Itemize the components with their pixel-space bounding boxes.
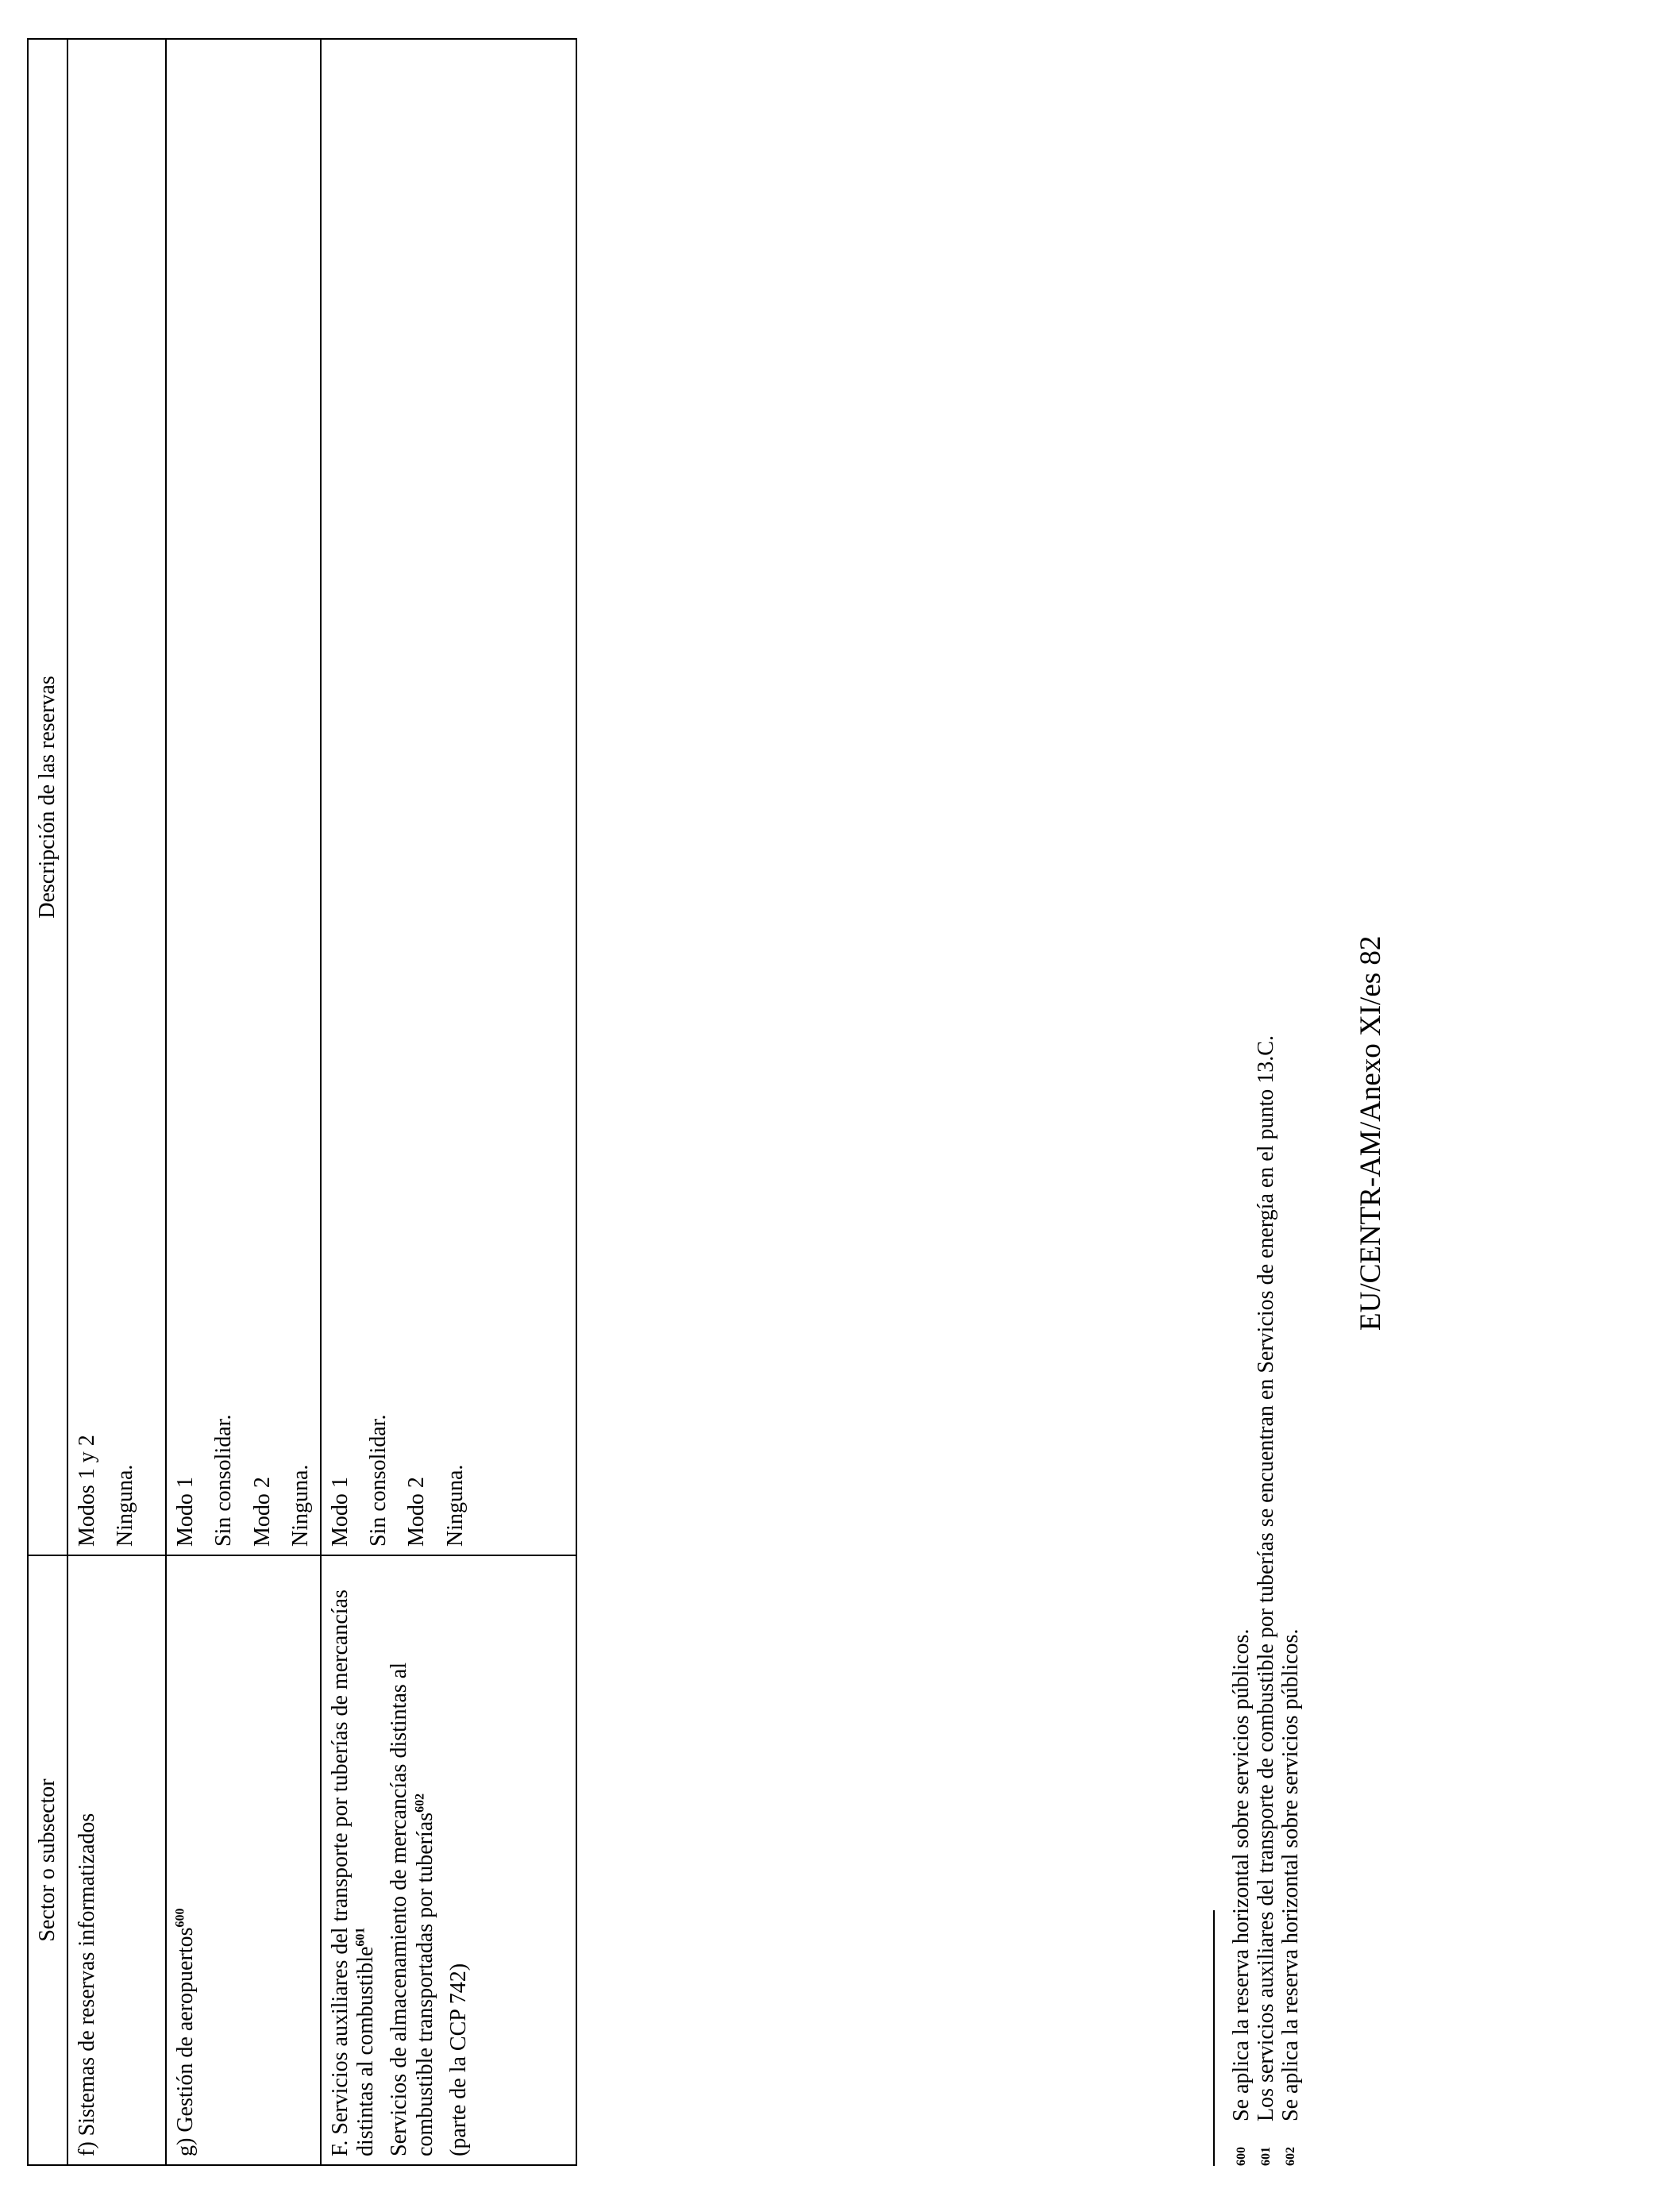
description-line: Sin consolidar. xyxy=(211,1414,237,1547)
sector-cell xyxy=(321,1555,576,2165)
footnote-divider xyxy=(1213,1910,1215,2166)
footnote-text: Se aplica la reserva horizontal sobre servicios públicos. xyxy=(1278,1628,1303,2121)
description-line: Modos 1 y 2 xyxy=(75,1435,100,1547)
description-cell xyxy=(67,39,166,1555)
description-cell xyxy=(321,39,576,1555)
footnote-text: Se aplica la reserva horizontal sobre servicios públicos. xyxy=(1229,1628,1254,2121)
footnote xyxy=(1278,1035,1303,2166)
footnote xyxy=(1229,1035,1254,2166)
description-line: Sin consolidar. xyxy=(366,1414,391,1547)
header-sector: Sector o subsector xyxy=(28,1555,67,2165)
description-line: Ninguna. xyxy=(442,1464,468,1547)
sector-text: (parte de la CCP 742) xyxy=(445,1963,471,2156)
footnote-ref[interactable]: 602 xyxy=(413,1793,427,1813)
footnote-ref[interactable]: 601 xyxy=(353,1927,368,1947)
sector-cell xyxy=(67,1555,166,2165)
table-row xyxy=(321,39,576,2165)
footnote-number: 601 xyxy=(1259,2147,1273,2166)
page-reference: EU/CENTR-AM/Anexo XI/es 82 xyxy=(1354,935,1387,1331)
table-row xyxy=(67,39,166,2165)
footnote xyxy=(1254,1035,1278,2166)
header-description: Descripción de las reservas xyxy=(28,39,67,1555)
description-line: Modo 2 xyxy=(404,1477,430,1547)
description-line: Modo 1 xyxy=(173,1477,198,1547)
sector-text: F. Servicios auxiliares del transporte por tuberías de mercancías distintas al combustible$^{601}$ xyxy=(327,1589,379,2156)
sector-text: g) Gestión de aeropuertos$^{600}$ xyxy=(173,1908,198,2156)
description-line: Ninguna. xyxy=(113,1464,138,1547)
sector-text: f) Sistemas de reservas informatizados xyxy=(75,1813,100,2156)
sector-text: Servicios de almacenamiento de mercancías distintas al combustible transportadas por tuberías$^{602}$ xyxy=(387,1663,437,2156)
footnotes xyxy=(1229,1035,1303,2166)
description-cell xyxy=(166,39,321,1555)
footnote-number: 602 xyxy=(1284,2147,1297,2166)
description-line: Modo 1 xyxy=(327,1477,353,1547)
description-line: Modo 2 xyxy=(249,1477,275,1547)
table-header-row xyxy=(28,39,67,2165)
reservations-table xyxy=(27,38,577,2166)
footnote-number: 600 xyxy=(1235,2147,1248,2166)
table-row xyxy=(166,39,321,2165)
sector-cell xyxy=(166,1555,321,2165)
footnote-ref[interactable]: 600 xyxy=(173,1908,187,1928)
description-line: Ninguna. xyxy=(287,1464,313,1547)
footnote-text: Los servicios auxiliares del transporte de combustible por tuberías se encuentran en Servicios de energía en el punto 13.C. xyxy=(1254,1035,1278,2121)
